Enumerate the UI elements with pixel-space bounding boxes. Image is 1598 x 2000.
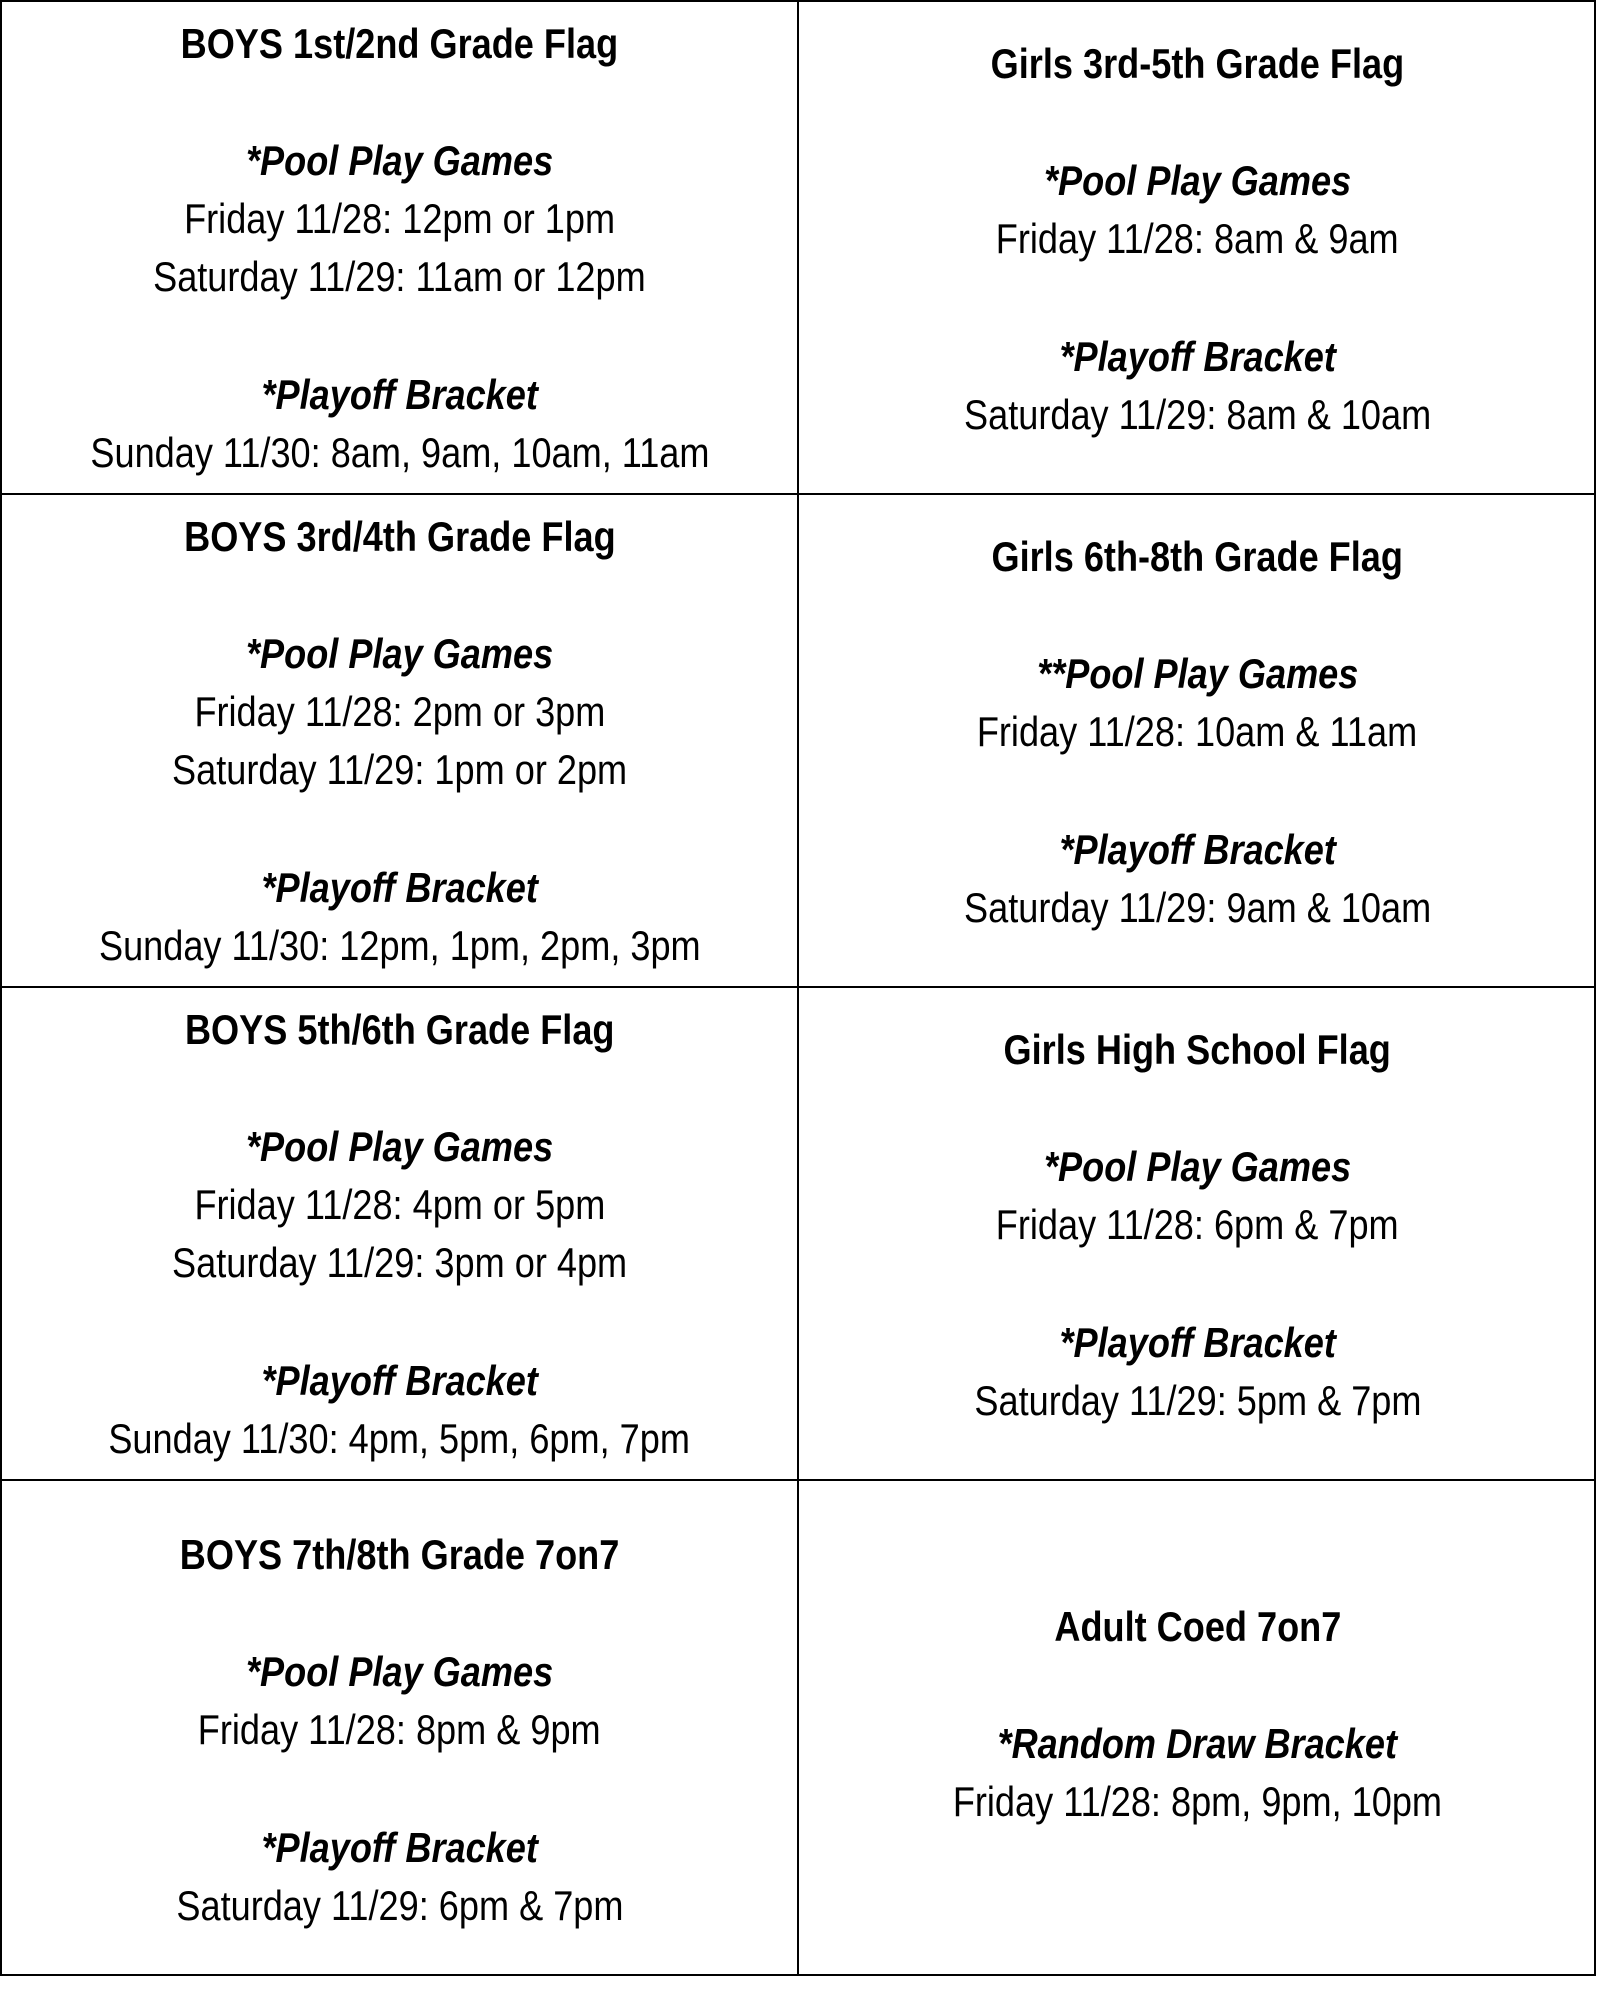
- schedule-line: Friday 11/28: 6pm & 7pm: [996, 1201, 1399, 1248]
- schedule-line: Sunday 11/30: 12pm, 1pm, 2pm, 3pm: [98, 922, 701, 969]
- division-title: BOYS 3rd/4th Grade Flag: [183, 513, 616, 560]
- section-heading: *Playoff Bracket: [1059, 826, 1336, 873]
- schedule-line: Friday 11/28: 4pm or 5pm: [194, 1181, 605, 1228]
- playoff-section: [926, 821, 1469, 937]
- section-heading: *Playoff Bracket: [261, 864, 538, 911]
- schedule-line: Friday 11/28: 12pm or 1pm: [184, 195, 615, 242]
- division-cell-boys-7th-8th: [2, 1481, 799, 1974]
- schedule-line: Friday 11/28: 8am & 9am: [996, 215, 1399, 262]
- division-cell-boys-5th-6th: [2, 988, 799, 1481]
- division-title: Girls 6th-8th Grade Flag: [991, 533, 1404, 580]
- section-heading: *Pool Play Games: [1043, 157, 1352, 204]
- pool-play-section: [165, 1643, 633, 1759]
- section-heading: *Pool Play Games: [1043, 1143, 1352, 1190]
- schedule-line: Friday 11/28: 10am & 11am: [977, 708, 1418, 755]
- section-heading: *Random Draw Bracket: [997, 1720, 1398, 1767]
- division-title: Adult Coed 7on7: [1054, 1603, 1341, 1650]
- schedule-line: Saturday 11/29: 11am or 12pm: [153, 253, 646, 300]
- playoff-section: [40, 366, 760, 482]
- section-heading: *Playoff Bracket: [261, 1357, 538, 1404]
- section-heading: *Pool Play Games: [245, 1648, 554, 1695]
- section-heading: *Playoff Bracket: [261, 371, 538, 418]
- division-cell-girls-6th-8th: [799, 495, 1596, 988]
- schedule-line: Saturday 11/29: 9am & 10am: [963, 884, 1432, 931]
- division-cell-boys-3rd-4th: [2, 495, 799, 988]
- schedule-line: Friday 11/28: 8pm & 9pm: [198, 1706, 601, 1753]
- division-title: BOYS 5th/6th Grade Flag: [184, 1006, 615, 1053]
- schedule-line: Sunday 11/30: 8am, 9am, 10am, 11am: [89, 429, 710, 476]
- playoff-section: [140, 1819, 660, 1935]
- division-title: Girls High School Flag: [1003, 1026, 1392, 1073]
- pool-play-section: [941, 645, 1453, 761]
- division-title: Girls 3rd-5th Grade Flag: [990, 40, 1405, 87]
- section-heading: *Pool Play Games: [245, 630, 554, 677]
- pool-play-section: [963, 1138, 1431, 1254]
- section-heading: *Playoff Bracket: [261, 1824, 538, 1871]
- schedule-line: Friday 11/28: 2pm or 3pm: [194, 688, 605, 735]
- schedule-line: Saturday 11/29: 8am & 10am: [963, 391, 1432, 438]
- section-heading: *Pool Play Games: [245, 137, 554, 184]
- division-title: BOYS 1st/2nd Grade Flag: [180, 20, 619, 67]
- schedule-line: Saturday 11/29: 3pm or 4pm: [171, 1239, 628, 1286]
- section-heading: *Playoff Bracket: [1059, 1319, 1336, 1366]
- schedule-line: Sunday 11/30: 4pm, 5pm, 6pm, 7pm: [108, 1415, 691, 1462]
- playoff-section: [926, 328, 1469, 444]
- schedule-line: Saturday 11/29: 6pm & 7pm: [175, 1882, 624, 1929]
- section-heading: *Playoff Bracket: [1059, 333, 1336, 380]
- schedule-line: Friday 11/28: 8pm, 9pm, 10pm: [952, 1778, 1443, 1825]
- random-draw-section: [913, 1715, 1482, 1831]
- playoff-section: [938, 1314, 1458, 1430]
- schedule-line: Saturday 11/29: 1pm or 2pm: [171, 746, 628, 793]
- playoff-section: [50, 859, 750, 975]
- schedule-line: Saturday 11/29: 5pm & 7pm: [973, 1377, 1422, 1424]
- division-cell-boys-1st-2nd: [2, 2, 799, 495]
- division-title: BOYS 7th/8th Grade 7on7: [179, 1531, 620, 1578]
- pool-play-section: [135, 1118, 664, 1292]
- pool-play-section: [963, 152, 1431, 268]
- section-heading: **Pool Play Games: [1036, 650, 1359, 697]
- division-cell-girls-3rd-5th: [799, 2, 1596, 495]
- playoff-section: [61, 1352, 737, 1468]
- pool-play-section: [113, 132, 686, 306]
- division-cell-girls-high-school: [799, 988, 1596, 1481]
- pool-play-section: [135, 625, 664, 799]
- division-cell-adult-coed: [799, 1481, 1596, 1974]
- section-heading: *Pool Play Games: [245, 1123, 554, 1170]
